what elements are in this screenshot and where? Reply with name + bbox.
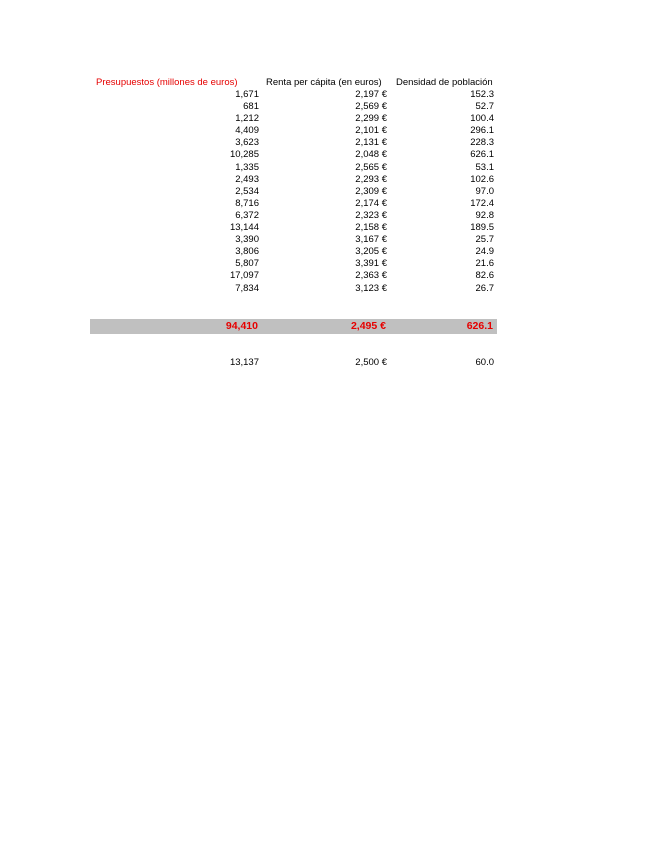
cell-budget: 17,097 (229, 270, 259, 282)
cell-budget: 3,390 (235, 234, 259, 246)
summary-budget: 94,410 (225, 320, 258, 332)
cell-income: 2,197 € (355, 89, 387, 100)
cell-budget: 13,144 (229, 222, 259, 234)
table-row (0, 258, 655, 270)
table-row (0, 246, 655, 258)
cell-density: 296.1 (470, 125, 494, 137)
cell-density: 626.1 (470, 149, 494, 161)
cell-budget: 681 (243, 101, 259, 113)
table-row (0, 222, 655, 234)
cell-density: 152.3 (470, 89, 494, 100)
cell-density: 82.6 (475, 270, 494, 282)
cell-income: 2,565 € (355, 161, 387, 173)
summary-income: 2,495 € (350, 320, 386, 332)
cell-income: 3,167 € (355, 234, 387, 246)
cell-budget: 4,409 (235, 125, 259, 137)
extra-density: 60.0 (475, 357, 494, 368)
table-row (0, 270, 655, 282)
cell-density: 25.7 (475, 234, 494, 246)
cell-income: 2,323 € (355, 209, 387, 221)
extra-row (0, 357, 655, 369)
table-row (0, 125, 655, 137)
cell-budget: 6,372 (235, 209, 259, 221)
cell-income: 2,309 € (355, 185, 387, 197)
cell-budget: 1,671 (235, 89, 259, 100)
cell-income: 2,131 € (355, 137, 387, 149)
table-row (0, 174, 655, 186)
cell-income: 3,391 € (355, 258, 387, 270)
cell-income: 2,299 € (355, 113, 387, 125)
table-row (0, 234, 655, 246)
cell-density: 21.6 (475, 258, 494, 270)
cell-income: 2,101 € (355, 125, 387, 137)
cell-budget: 7,834 (235, 282, 259, 294)
cell-budget: 1,335 (235, 161, 259, 173)
cell-budget: 1,212 (235, 113, 259, 125)
header-density: Densidad de población (396, 77, 493, 88)
cell-density: 24.9 (475, 246, 494, 258)
cell-budget: 5,807 (235, 258, 259, 270)
summary-density: 626.1 (466, 320, 493, 332)
cell-density: 26.7 (475, 282, 494, 294)
table-row (0, 89, 655, 101)
table-row (0, 198, 655, 210)
summary-row (90, 319, 497, 334)
table-row (0, 210, 655, 222)
cell-density: 53.1 (475, 161, 494, 173)
cell-density: 92.8 (475, 209, 494, 221)
cell-density: 100.4 (470, 113, 494, 125)
header-income: Renta per cápita (en euros) (266, 77, 382, 88)
cell-density: 102.6 (470, 173, 494, 185)
cell-income: 2,569 € (355, 101, 387, 113)
cell-income: 2,293 € (355, 173, 387, 185)
cell-density: 228.3 (470, 137, 494, 149)
cell-budget: 3,623 (235, 137, 259, 149)
extra-budget: 13,137 (229, 357, 259, 368)
table-row (0, 186, 655, 198)
cell-density: 52.7 (475, 101, 494, 113)
cell-budget: 3,806 (235, 246, 259, 258)
cell-density: 97.0 (475, 185, 494, 197)
cell-density: 172.4 (470, 197, 494, 209)
cell-income: 2,158 € (355, 222, 387, 234)
table-row (0, 113, 655, 125)
table-row (0, 101, 655, 113)
data-rows (0, 89, 655, 295)
table-row (0, 162, 655, 174)
cell-budget: 2,534 (235, 185, 259, 197)
cell-income: 3,123 € (355, 282, 387, 294)
table-row (0, 149, 655, 161)
table-row (0, 283, 655, 295)
extra-income: 2,500 € (355, 357, 387, 368)
cell-income: 2,363 € (355, 270, 387, 282)
cell-density: 189.5 (470, 222, 494, 234)
cell-budget: 2,493 (235, 173, 259, 185)
cell-income: 2,048 € (355, 149, 387, 161)
cell-budget: 8,716 (235, 197, 259, 209)
cell-income: 2,174 € (355, 197, 387, 209)
header-budget: Presupuestos (millones de euros) (96, 77, 238, 88)
cell-budget: 10,285 (229, 149, 259, 161)
cell-income: 3,205 € (355, 246, 387, 258)
table-row (0, 137, 655, 149)
